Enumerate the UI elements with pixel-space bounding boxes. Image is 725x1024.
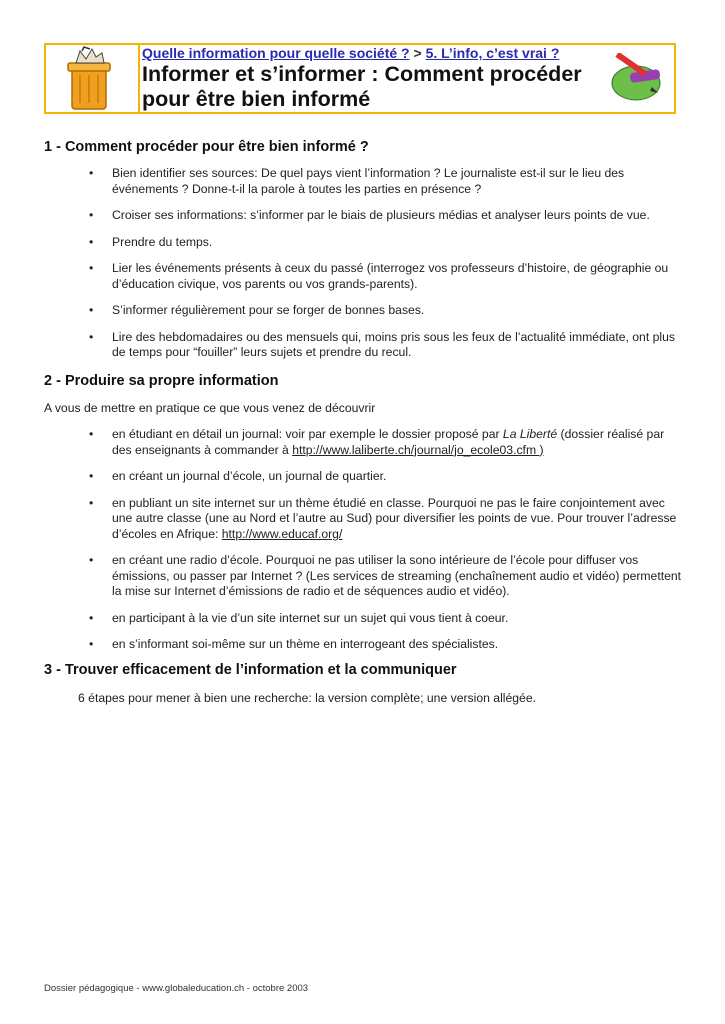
breadcrumb-link-societe[interactable]: Quelle information pour quelle société ? xyxy=(142,45,410,61)
section2-list xyxy=(0,427,725,664)
section2-heading: 2 - Produire sa propre information xyxy=(44,373,279,389)
section3-heading: 3 - Trouver efficacement de l’information et la communiquer xyxy=(44,662,457,678)
list-item: • S’informer régulièrement pour se forger de bonnes bases. xyxy=(0,303,725,319)
list-item: • en participant à la vie d’un site internet sur un sujet qui vous tient à coeur. xyxy=(0,611,725,627)
newspaper-name: La Liberté xyxy=(502,427,558,441)
breadcrumb-link-info[interactable]: 5. L’info, c’est vrai ? xyxy=(425,45,560,61)
pencil-paint-icon xyxy=(608,53,668,103)
section1-heading: 1 - Comment procéder pour être bien informé ? xyxy=(44,139,369,155)
list-item: • Prendre du temps. xyxy=(0,235,725,251)
list-item: • en s’informant soi-même sur un thème en interrogeant des spécialistes. xyxy=(0,637,725,653)
breadcrumb xyxy=(142,45,559,61)
list-item: • Croiser ses informations: s’informer par le biais de plusieurs médias et analyser leurs points de vue. xyxy=(0,208,725,224)
list-item: • en étudiant en détail un journal: voir par exemple le dossier proposé par La Liberté (dossier réalisé par des enseignants à commander à http://www.laliberte.ch/journal/jo_ecole03.cfm ) xyxy=(0,427,725,458)
list-item: • en créant un journal d’école, un journal de quartier. xyxy=(0,469,725,485)
page-title: Informer et s’informer : Comment procéder pour être bien informé xyxy=(142,62,582,111)
list-item: • Lier les événements présents à ceux du passé (interrogez vos professeurs d’histoire, de géographie ou d’éducation civique, vos parents ou vos grands-parents). xyxy=(0,261,725,292)
list-item: • Bien identifier ses sources: De quel pays vient l’information ? Le journaliste est-il sur le lieu des événements ? Donne-t-il la parole à toutes les parties en présence ? xyxy=(0,166,725,197)
section2-intro: A vous de mettre en pratique ce que vous venez de découvrir xyxy=(44,401,376,415)
educaf-link[interactable]: http://www.educaf.org/ xyxy=(221,526,343,541)
breadcrumb-separator: > xyxy=(409,45,426,61)
trash-bin-icon xyxy=(46,45,140,112)
laliberte-link[interactable]: http://www.laliberte.ch/journal/jo_ecole03.cfm ) xyxy=(292,442,544,457)
header-box xyxy=(44,43,676,114)
section1-list xyxy=(0,166,725,372)
footer: Dossier pédagogique - www.globaleducation.ch - octobre 2003 xyxy=(44,983,309,994)
section3-text: 6 étapes pour mener à bien une recherche: la version complète; une version allégée. xyxy=(78,691,536,705)
list-item: • Lire des hebdomadaires ou des mensuels qui, moins pris sous les feux de l’actualité immédiate, ont plus de temps pour “fouiller” leurs sujets et prendre du recul. xyxy=(0,330,725,361)
list-item: • en publiant un site internet sur un thème étudié en classe. Pourquoi ne pas le faire conjointement avec une autre classe (une au Nord et l’autre au Sud) pour diversifier les points de vue. Pour trouver l’adresse d’écoles en Afrique: http://www.educaf.org/ xyxy=(0,496,725,543)
list-item: • en créant une radio d’école. Pourquoi ne pas utiliser la sono intérieure de l’école pour diffuser vos émissions, ou passer par Internet ? (Les services de streaming (enchaînement audio et vidéo) permettent la mise sur Internet d’émissions de radio et de séquences audio et vidéo). xyxy=(0,553,725,600)
